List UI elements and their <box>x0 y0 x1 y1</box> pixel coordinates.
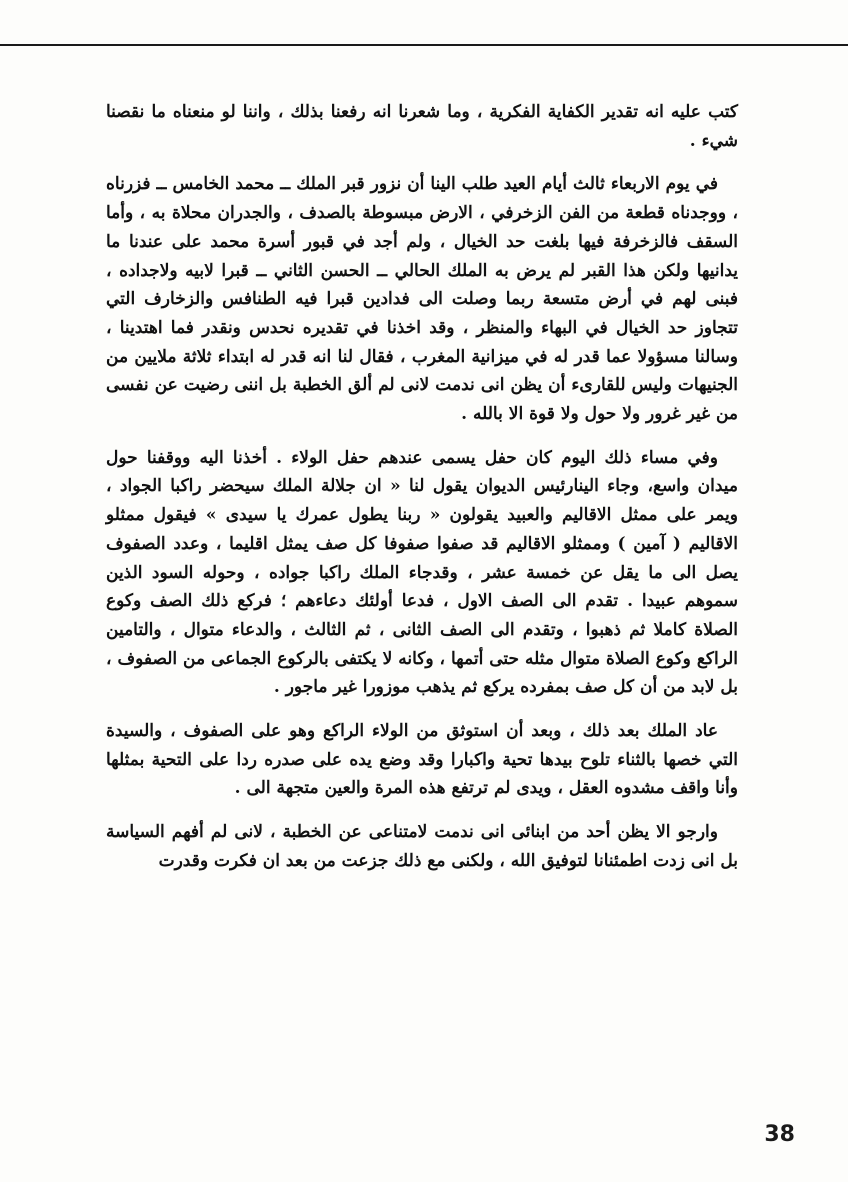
header-rule <box>0 44 848 46</box>
paragraph-4: عاد الملك بعد ذلك ، وبعد أن استوثق من الولاء الراكع وهو على الصفوف ، والسيدة التي خصها بالثناء تلوح بيدها تحية واكبارا وقد وضع يده على صدره ردا على التحية بمثلها وأنا واقف مشدوه العقل ، ويدى لم ترتفع هذه المرة والعين متجهة الى . <box>106 721 738 799</box>
paragraph-1: كتب عليه انه تقدير الكفاية الفكرية ، وما شعرنا انه رفعنا بذلك ، واننا لو منعناه ما نقصنا شيء . <box>106 102 738 151</box>
paragraph-5: وارجو الا يظن أحد من ابنائى انى ندمت لامتناعى عن الخطبة ، لانى لم أفهم السياسة بل انى زدت اطمئنانا لتوفيق الله ، ولكنى مع ذلك جزعت من بعد ان فكرت وقدرت <box>106 822 738 871</box>
paragraph-3: وفي مساء ذلك اليوم كان حفل يسمى عندهم حفل الولاء . أخذنا اليه ووقفنا حول ميدان واسع، وجاء الينارئيس الديوان يقول لنا « ان جلالة الملك سيحضر راكبا الجواد ، ويمر على ممثل الاقاليم والعبيد يقولون « ربنا يطول عمرك يا سيدى » فيقول ممثلو الاقاليم ( آمين ) وممثلو الاقاليم قد صفوا صفوفا كل صف يمثل اقليما ، وعدد الصفوف يصل الى ما يقل عن خمسة عشر ، وقدجاء الملك راكبا جواده ، وحوله السود الذين سموهم عبيدا . تقدم الى الصف الاول ، فدعا أولئك دعاءهم ؛ فركع ذلك الصف وكوع الصلاة كاملا ثم ذهبوا ، وتقدم الى الصف الثانى ، ثم الثالث ، والدعاء متوال ، والتامين الراكع وكوع الصلاة متوال مثله حتى أتمها ، وكانه لا يكتفى بالركوع الجماعى من الصفوف ، بل لابد من أن كل صف بمفرده يركع ثم يذهب موزورا غير ماجور . <box>106 447 738 698</box>
paragraph-2: في يوم الاربعاء ثالث أيام العيد طلب الينا أن نزور قبر الملك ــ محمد الخامس ــ فزرناه ، ووجدناه قطعة من الفن الزخرفي ، الارض مبسوطة بالصدف ، والجدران محلاة به ، وأما السقف فالزخرفة فيها بلغت حد الخيال ، ولم أجد في قبور أسرة محمد على عندنا ما يدانيها ولكن هذا القبر لم يرض به الملك الحالي ــ الحسن الثاني ــ قبرا لابيه ولاجداده ، فبنى لهم في أرض متسعة ربما وصلت الى فدادين قبرا فيه الطنافس والزخارف التي تتجاوز حد الخيال في البهاء والمنظر ، وقد اخذنا في تقديره نحدس ونقدر فما اهتدينا ، وسالنا مسؤولا عما قدر له في ميزانية المغرب ، فقال لنا انه قدر له ابتداء ثلاثة ملايين من الجنيهات وليس للقارىء أن يظن انى ندمت لانى لم ألق الخطبة بل اننى رضيت عن نفسى من غير غرور ولا حول ولا قوة الا بالله . <box>106 174 738 425</box>
page-number: 38 <box>764 1122 795 1147</box>
body-text <box>106 98 738 891</box>
